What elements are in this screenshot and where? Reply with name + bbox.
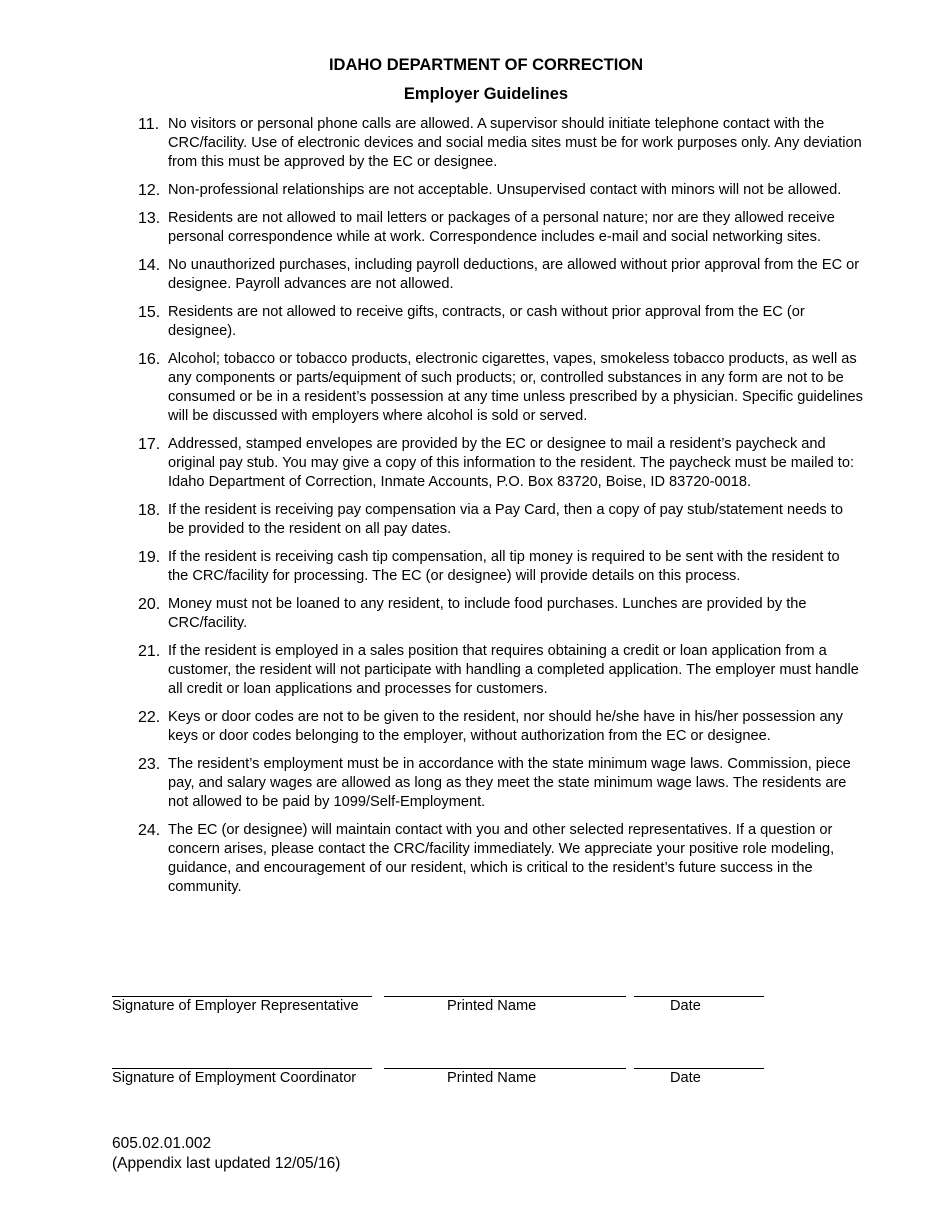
document-title: IDAHO DEPARTMENT OF CORRECTION <box>328 56 644 74</box>
guideline-item-14 <box>0 256 950 294</box>
guideline-item-17 <box>0 435 950 491</box>
guideline-number: 14. <box>138 257 161 275</box>
appendix-updated-note: (Appendix last updated 12/05/16) <box>112 1155 341 1172</box>
employer-printed-name-label: Printed Name <box>447 998 537 1014</box>
guideline-number: 11. <box>138 116 160 133</box>
guideline-text: No visitors or personal phone calls are allowed. A supervisor should initiate telephone contact with the CRC/facility. Use of electronic devices and social media sites must be for work purposes only. Any deviation from this must be approved by the EC or designee. <box>168 116 862 170</box>
coordinator-signature-label: Signature of Employment Coordinator <box>112 1070 357 1086</box>
guideline-text: Residents are not allowed to mail letters or packages of a personal nature; nor are they allowed receive personal correspondence while at work. Correspondence includes e-mail and social networking sites. <box>168 210 835 245</box>
guideline-item-24 <box>0 821 950 896</box>
guideline-item-15 <box>0 303 950 341</box>
coordinator-date-line[interactable] <box>634 1068 764 1069</box>
guideline-text: Addressed, stamped envelopes are provided by the EC or designee to mail a resident’s paycheck and original pay stub. You may give a copy of this information to the resident. The paycheck must be mailed to: Idaho Department of Correction, Inmate Accounts, P.O. Box 83720, Boise, ID 83720-0018. <box>168 436 855 490</box>
coordinator-date-label: Date <box>670 1070 701 1086</box>
guideline-text: The resident’s employment must be in accordance with the state minimum wage laws. Commission, piece pay, and salary wages are allowed as long as they meet the state minimum wage laws. The residents are not allowed to be paid by 1099/Self-Employment. <box>168 756 851 810</box>
guideline-item-18 <box>0 501 950 539</box>
guideline-text: Alcohol; tobacco or tobacco products, electronic cigarettes, vapes, smokeless tobacco products, as well as any components or parts/equipment of such products; or, controlled substances in any form are not to be consumed or be in a resident’s possession at any time unless prescribed by a physician. Specific guidelines will be discussed with employers where alcohol is sold or served. <box>168 351 863 424</box>
guideline-number: 22. <box>138 709 161 727</box>
guideline-number: 12. <box>138 181 161 199</box>
guideline-number: 16. <box>138 351 161 369</box>
guideline-text: If the resident is receiving pay compensation via a Pay Card, then a copy of pay stub/statement needs to be provided to the resident on all pay dates. <box>168 502 843 537</box>
guideline-item-21 <box>0 642 950 698</box>
guideline-text: The EC (or designee) will maintain contact with you and other selected representatives. If a question or concern arises, please contact the CRC/facility immediately. We appreciate your positive role modeling, guidance, and encouragement of our resident, which is critical to the resident’s future success in the community. <box>168 822 835 895</box>
guideline-text: Money must not be loaned to any resident, to include food purchases. Lunches are provided by the CRC/facility. <box>168 596 807 632</box>
guideline-number: 15. <box>138 304 161 322</box>
employer-signature-block <box>0 983 950 1023</box>
employer-signature-label: Signature of Employer Representative <box>112 998 359 1014</box>
guideline-number: 20. <box>138 596 161 614</box>
guideline-item-13 <box>0 209 950 247</box>
guideline-text: Residents are not allowed to receive gifts, contracts, or cash without prior approval from the EC (or designee). <box>168 304 805 340</box>
coordinator-printed-name-line[interactable] <box>384 1068 626 1069</box>
employer-date-line[interactable] <box>634 996 764 997</box>
guideline-item-22 <box>0 708 950 746</box>
guideline-number: 18. <box>138 502 161 520</box>
guidelines-list <box>0 115 950 906</box>
form-number: 605.02.01.002 <box>112 1135 212 1152</box>
coordinator-signature-block <box>0 1055 950 1095</box>
guideline-item-16 <box>0 350 950 425</box>
employer-date-label: Date <box>670 998 701 1014</box>
employer-printed-name-line[interactable] <box>384 996 626 997</box>
coordinator-signature-line[interactable] <box>112 1068 372 1069</box>
guideline-item-11 <box>0 115 950 171</box>
guideline-item-20 <box>0 595 950 633</box>
guideline-number: 24. <box>138 822 161 840</box>
guideline-item-19 <box>0 548 950 586</box>
guideline-text: No unauthorized purchases, including payroll deductions, are allowed without prior approval from the EC or designee. Payroll advances are not allowed. <box>168 257 860 293</box>
guideline-text: If the resident is employed in a sales position that requires obtaining a credit or loan application from a customer, the resident will not participate with handling a completed application. The employer must handle all credit or loan applications and processes for customers. <box>168 643 859 697</box>
document-subtitle: Employer Guidelines <box>403 85 569 103</box>
coordinator-printed-name-label: Printed Name <box>447 1070 537 1086</box>
guideline-number: 21. <box>138 643 161 661</box>
guideline-number: 17. <box>138 436 161 454</box>
employer-signature-line[interactable] <box>112 996 372 997</box>
guideline-text: Keys or door codes are not to be given to the resident, nor should he/she have in his/her possession any keys or door codes belonging to the employer, without authorization from the EC or designee. <box>168 709 843 745</box>
guideline-text: Non-professional relationships are not acceptable. Unsupervised contact with minors will not be allowed. <box>168 181 842 198</box>
guideline-item-12 <box>0 181 950 200</box>
guideline-number: 19. <box>138 549 161 567</box>
guideline-number: 13. <box>138 210 161 228</box>
guideline-item-23 <box>0 755 950 811</box>
guideline-text: If the resident is receiving cash tip compensation, all tip money is required to be sent with the resident to the CRC/facility for processing. The EC (or designee) will provide details on this process. <box>168 549 840 584</box>
guideline-number: 23. <box>138 756 161 774</box>
